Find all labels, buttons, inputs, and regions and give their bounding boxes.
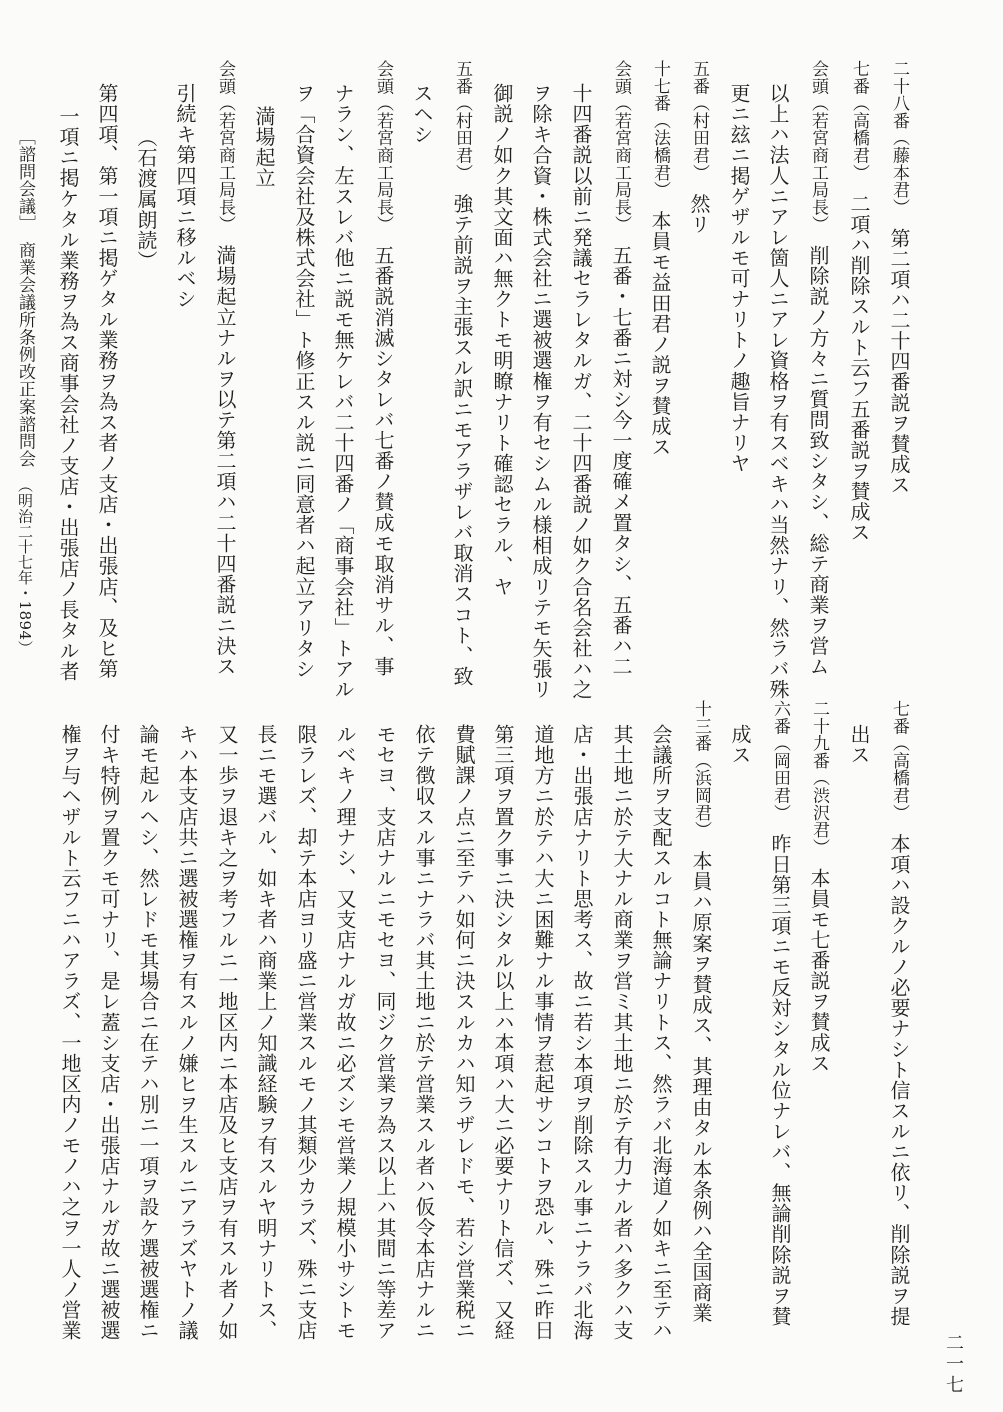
speech-text: 店・出張店ナリト思考ス、故ニ若シ本項ヲ削除スル事ニナラバ北海 (570, 724, 594, 1341)
lower-line-11 (490, 724, 516, 1341)
upper-line-8 (608, 60, 634, 677)
speaker-label: 六番（岡田君） (770, 700, 790, 813)
speech-text: 引続キ第四項ニ移ルベシ (173, 83, 197, 310)
lower-line-16 (293, 724, 319, 1341)
upper-line-2 (846, 60, 872, 543)
lower-line-7 (648, 724, 674, 1341)
speech-text: ヲ「合資会社及株式会社」ト修正スル説ニ同意者ハ起立アリタシ (292, 83, 316, 679)
lower-line-14 (372, 724, 398, 1341)
speaker-label: 五番（村田君） (689, 60, 709, 173)
upper-line-19 (172, 83, 198, 309)
upper-line-4 (765, 83, 791, 700)
speaker-label: 会頭（若宮商工局長） (611, 60, 631, 225)
speech-text: 強テ前説ヲ主張スル訳ニモアラザレバ取消スコト、致 (450, 172, 474, 687)
speaker-label: 七番（高橋君） (889, 700, 909, 813)
speech-text: 然リ (687, 172, 711, 235)
lower-line-17 (253, 724, 279, 1341)
speech-text: （石渡属朗読） (134, 127, 158, 271)
section-label: ［諮問会議］ (15, 128, 35, 224)
lower-line-13 (411, 724, 437, 1341)
lower-line-15 (332, 724, 358, 1341)
speech-text: ヲ除キ合資・株式会社ニ選被選権ヲ有セシムル様相成リテモ矢張リ (529, 83, 553, 700)
running-header (14, 128, 36, 656)
upper-line-17 (251, 106, 277, 188)
speech-text: 五番・七番ニ対シ今一度確メ置タシ、五番ハ二 (609, 224, 633, 677)
lower-line-22 (57, 724, 83, 1341)
speech-text: 以上ハ法人ニアレ箇人ニアレ資格ヲ有スベキハ当然ナリ、然ラバ殊 (766, 83, 790, 700)
lower-line-21 (96, 724, 122, 1341)
upper-line-10 (528, 83, 554, 700)
upper-line-16 (291, 83, 317, 679)
speaker-label: 会頭（若宮商工局長） (808, 60, 828, 225)
upper-line-11 (489, 83, 515, 597)
upper-line-15 (330, 83, 356, 700)
upper-line-20 (133, 127, 159, 271)
speech-text: 限ラレズ、却テ本店ヨリ盛ニ営業スルモノ其類少カラズ、殊ニ支店 (294, 724, 318, 1341)
speech-text: 本員モ七番説ヲ賛成ス (807, 847, 831, 1074)
speech-text: 出ス (847, 724, 871, 766)
speech-text: 満場起立 (252, 106, 276, 189)
speech-text: 御説ノ如ク其文面ハ無クトモ明瞭ナリト確認セラル、ヤ (490, 83, 514, 597)
lower-line-9 (569, 724, 595, 1341)
speech-text: 第三項ヲ置ク事ニ決シタル以上ハ本項ハ大ニ必要ナリト信ズ、又経 (491, 724, 515, 1341)
speech-text: 第四項、第一項ニ掲ゲタル業務ヲ為ス者ノ支店・出張店、及ヒ第 (95, 83, 119, 679)
upper-line-22 (55, 106, 81, 681)
speech-text: 権ヲ与ヘザルト云フニハアラズ、一地区内ノモノハ之ヲ一人ノ営業 (58, 724, 82, 1341)
speaker-label: 五番（村田君） (452, 60, 472, 173)
lower-line-10 (530, 724, 556, 1341)
lower-line-4 (727, 724, 753, 765)
lower-line-6 (688, 700, 714, 1323)
speech-text: 第二項ハ二十四番説ヲ賛成ス (887, 207, 911, 495)
speech-text: ナラン、左スレバ他ニ説モ無ケレバ二十四番ノ「商事会社」トアル (331, 83, 355, 700)
lower-line-12 (451, 724, 477, 1341)
upper-line-5 (726, 83, 752, 473)
speech-text: 十四番説以前ニ発議セラレタルガ、二十四番説ノ如ク合名会社ハ之 (569, 83, 593, 700)
lower-line-1 (886, 700, 912, 1326)
speech-text: 其土地ニ於テ大ナル商業ヲ営ミ其土地ニ於テ有力ナル者ハ多クハ支 (610, 724, 634, 1341)
lower-line-19 (174, 724, 200, 1341)
speaker-label: 会頭（若宮商工局長） (215, 60, 235, 225)
speech-text: 会議所ヲ支配スルコト無論ナリトス、然ラバ北海道ノ如キニ至テハ (649, 724, 673, 1341)
speaker-label: 会頭（若宮商工局長） (373, 60, 393, 225)
upper-line-9 (568, 83, 594, 700)
upper-line-7 (647, 60, 673, 457)
speech-text: 論モ起ルヘシ、然レドモ其場合ニ在テハ別ニ一項ヲ設ケ選被選権ニ (136, 724, 160, 1341)
speaker-label: 七番（高橋君） (849, 60, 869, 173)
speaker-label: 二十九番（渋沢君） (809, 700, 829, 848)
speech-text: モセヨ、支店ナルニモセヨ、同ジク営業ヲ為ス以上ハ其間ニ等差ア (373, 724, 397, 1341)
speech-text: 更ニ玆ニ掲ゲザルモ可ナリトノ趣旨ナリヤ (727, 83, 751, 474)
speech-text: 昨日第三項ニモ反対シタル位ナレバ、無論削除説ヲ賛 (768, 812, 792, 1327)
lower-line-18 (214, 724, 240, 1341)
speech-text: 成ス (728, 724, 752, 766)
upper-line-1 (886, 60, 912, 495)
lower-line-8 (609, 724, 635, 1341)
lower-line-20 (135, 724, 161, 1341)
speech-text: 本項ハ設クルノ必要ナシト信スルニ依リ、削除説ヲ提 (887, 812, 911, 1327)
speech-text: 依テ徴収スル事ニナラバ其土地ニ於テ営業スル者ハ仮令本店ナルニ (412, 724, 436, 1341)
speaker-label: 十七番（法橋君） (650, 60, 670, 190)
speech-text: 本員モ益田君ノ説ヲ賛成ス (648, 189, 672, 458)
upper-line-21 (94, 83, 120, 679)
era-label: （明治二十七年・1894） (16, 484, 34, 656)
speech-text: スヘシ (410, 83, 434, 145)
lower-line-2 (846, 724, 872, 765)
upper-line-12 (449, 60, 475, 686)
upper-line-3 (805, 60, 831, 677)
speech-text: 長ニモ選バル、如キ者ハ商業上ノ知識経験ヲ有スルヤ明ナリトス、 (254, 724, 278, 1341)
speech-text: 二項ハ削除スルト云フ五番説ヲ賛成ス (847, 172, 871, 543)
page-number: 二一七 (943, 1333, 964, 1396)
speech-text: 削除説ノ方々ニ質問致シタシ、総テ商業ヲ営ム (806, 224, 830, 677)
speech-text: 道地方ニ於テハ大ニ困難ナル事情ヲ惹起サンコトヲ恐ル、殊ニ昨日 (531, 724, 555, 1341)
upper-line-6 (686, 60, 712, 234)
speech-text: 五番説消滅シタレバ七番ノ賛成モ取消サル、事 (371, 224, 395, 677)
document-title: 商業会議所条例改正案諮問会 (15, 241, 35, 468)
speech-text: 費賦課ノ点ニ至テハ如何ニ決スルカハ知ラザレドモ、若シ営業税ニ (452, 724, 476, 1341)
speech-text: 一項ニ掲ケタル業務ヲ為ス商事会社ノ支店・出張店ノ長タル者 (56, 106, 80, 682)
speech-text: 又一歩ヲ退キ之ヲ考フルニ一地区内ニ本店及ヒ支店ヲ有スル者ノ如 (215, 724, 239, 1341)
upper-line-18 (212, 60, 238, 677)
lower-line-5 (806, 700, 832, 1073)
speaker-label: 二十八番（藤本君） (889, 60, 909, 208)
speaker-label: 十三番（浜岡君） (691, 700, 711, 830)
speech-text: 付キ特例ヲ置クモ可ナリ、是レ蓋シ支店・出張店ナルガ故ニ選被選 (97, 724, 121, 1341)
speech-text: 満場起立ナルヲ以テ第二項ハ二十四番説ニ決ス (213, 224, 237, 677)
speech-text: ルベキノ理ナシ、又支店ナルガ故ニ必ズシモ営業ノ規模小サシトモ (333, 724, 357, 1341)
upper-line-14 (370, 60, 396, 677)
speech-text: 本員ハ原案ヲ賛成ス、其理由タル本条例ハ全国商業 (689, 829, 713, 1324)
speech-text: キハ本支店共ニ選被選権ヲ有スルノ嫌ヒヲ生スルニアラズヤトノ議 (175, 724, 199, 1341)
lower-line-3 (767, 700, 793, 1326)
upper-line-13 (409, 83, 435, 145)
